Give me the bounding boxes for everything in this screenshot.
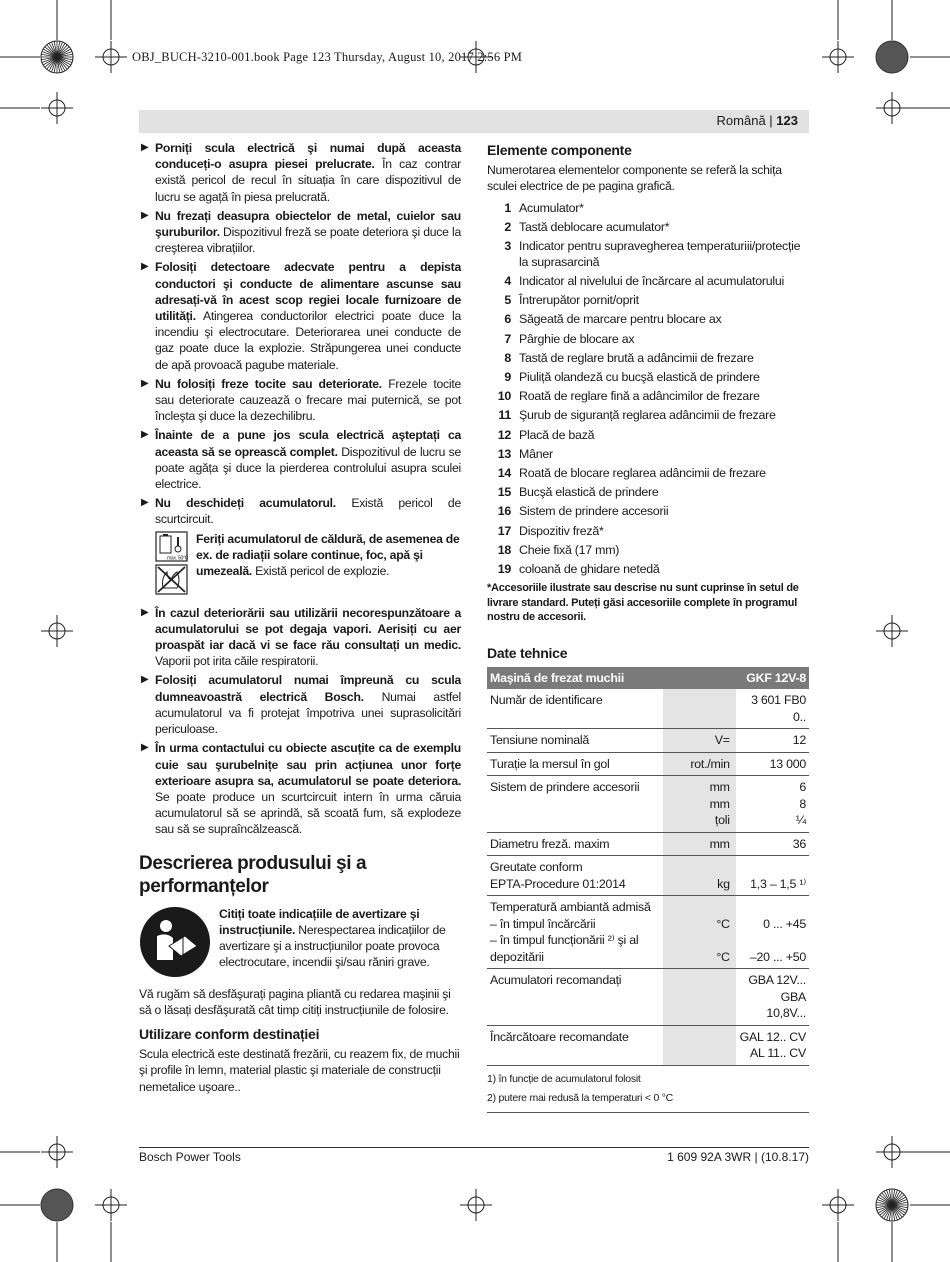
component-label: Tastă de reglare brută a adâncimii de frezare — [519, 350, 754, 365]
footnotes — [487, 1070, 809, 1108]
triangle-bullet-icon: ▶ — [141, 142, 149, 153]
warning-text: Atingerea conductorilor electrici poate duce la incendiu şi electrocutare. Deteriorarea unei conducte de gaz poate duce la explozie. Străpungerea unei conducte de apă provoacă pagube materiale. — [155, 309, 461, 372]
warning-bold: Înainte de a pune jos scula electrică aşteptați ca aceasta să se oprească complet. — [155, 428, 461, 459]
component-label: Acumulator* — [519, 200, 584, 215]
triangle-bullet-icon: ▶ — [141, 429, 149, 441]
component-item — [487, 238, 809, 270]
component-item — [487, 349, 809, 368]
component-label: Cheie fixă (17 mm) — [519, 542, 620, 557]
table-cell-unit: rot./min — [663, 752, 736, 776]
table-cell-value: 6 8 ¼ — [736, 776, 809, 833]
triangle-bullet-icon: ▶ — [141, 261, 149, 273]
table-cell-unit: mm mm țoli — [663, 776, 736, 833]
table-row — [487, 832, 809, 856]
accessories-note: *Accesoriile ilustrate sau descrise nu sunt cuprinse în setul de livrare standard. Puteți găsi accesoriile complete în programul nostru de accesorii. — [487, 582, 799, 624]
crosshair-mark-right-lower — [876, 1136, 950, 1168]
footer-rule — [139, 1147, 809, 1148]
table-cell-value: 0 ... +45 –20 ... +50 — [736, 896, 809, 969]
table-cell-name: Greutate conform EPTA-Procedure 01:2014 — [487, 856, 663, 896]
warning-item — [139, 208, 461, 257]
gray-disc-bottom-left — [41, 1189, 73, 1221]
warning-item: ▶ În urma contactului cu obiecte ascuțite ca de exemplu cuie sau şurubelnițe sau prin acțiunea unor forțe exterioare asupra sa, acumulatorul se poate deteriora. Se poate produce un scurtcircuit intern în urma căruia acumulatorul să se aprindă, să scoată fum, să explodeze sau să se supraîncălzească. — [141, 741, 461, 837]
warning-item — [139, 259, 461, 372]
warning-icons — [155, 531, 188, 595]
component-item — [487, 560, 809, 579]
table-row — [487, 1025, 809, 1065]
component-item — [487, 218, 809, 237]
warning-list-1 — [139, 140, 461, 528]
component-number: 17 — [497, 523, 511, 538]
table-row — [487, 689, 809, 729]
warning-item: ▶ Folosiți acumulatorul numai împreună cu scula dumneavoastră electrică Bosch. Numai astfel acumulatorul va fi protejat împotriva unei suprasolicitări periculoase. — [141, 673, 461, 737]
component-label: Săgeată de marcare pentru blocare ax — [519, 312, 722, 327]
table-cell-unit — [663, 1025, 736, 1065]
warning-item — [139, 427, 461, 492]
table-cell-unit: °C °C — [663, 896, 736, 969]
component-number: 10 — [497, 389, 511, 404]
component-item — [487, 330, 809, 349]
component-item — [487, 387, 809, 406]
table-cell-value: 12 — [736, 729, 809, 753]
star-target-top-left — [41, 41, 73, 73]
components-title: Elemente componente — [487, 142, 632, 158]
warning-bold: Nu deschideți acumulatorul. — [155, 496, 336, 511]
component-number: 9 — [504, 370, 511, 385]
table-cell-name: Tensiune nominală — [487, 729, 663, 753]
table-cell-value: GBA 12V... GBA 10,8V... — [736, 969, 809, 1026]
warning-bold: Nu folosiți freze tocite sau deteriorate. — [155, 376, 382, 391]
read-instructions-block — [139, 906, 461, 978]
technical-data-title: Date tehnice — [487, 644, 568, 661]
component-label: Sistem de prindere accesorii — [519, 504, 669, 519]
triangle-bullet-icon: ▶ — [141, 742, 149, 754]
svg-text:max. 50°C: max. 50°C — [167, 555, 188, 562]
footer-publisher: Bosch Power Tools — [139, 1150, 241, 1164]
warning-text: Frezele tocite sau deteriorate cauzează o frecare mai puternică, se pot încleşta şi duce la dezechilibru. — [155, 376, 461, 424]
component-label: Indicator al nivelului de încărcare al acumulatorului — [519, 274, 785, 289]
table-cell-value: GAL 12.. CV AL 11.. CV — [736, 1025, 809, 1065]
table-cell-value: 13 000 — [736, 752, 809, 776]
table-cell-name: Încărcătoare recomandate — [487, 1025, 663, 1065]
warning-item: ▶ În cazul deteriorării sau utilizării necorespunzătoare a acumulatorului se pot degaja vapori. Aerisiți cu aer proaspăt iar dacă vi se face rău consultați un medic. Vaporii pot irita căile respiratorii. — [141, 605, 461, 669]
crosshair-mark-top-right — [822, 0, 854, 73]
warning-bold: Folosiți detectoare adecvate pentru a depista conductori şi conducte de alimentare ascunse sau adresați-vă în acest scop regiei locale furnizoare de utilități. — [155, 260, 461, 324]
component-label: Placă de bază — [519, 427, 595, 442]
warning-bold: Porniți scula electrică şi numai după aceasta conduceți-o asupra piesei prelucrate. — [155, 141, 461, 172]
crosshair-mark-bottom-center — [460, 1189, 492, 1221]
star-target-bottom-right — [876, 1189, 908, 1221]
component-number: 6 — [504, 312, 511, 327]
footnote-1: 1) în funcție de acumulatorul folosit — [487, 1072, 641, 1085]
component-number: 16 — [497, 504, 511, 519]
left-column — [139, 140, 461, 1095]
component-number: 18 — [497, 542, 511, 557]
table-cell-unit: V= — [663, 729, 736, 753]
component-item — [487, 272, 809, 291]
component-label: coloană de ghidare netedă — [519, 562, 660, 577]
crosshair-mark-top-center — [460, 41, 492, 73]
crosshair-mark-left-lower — [0, 1136, 73, 1168]
table-row — [487, 752, 809, 776]
section-title: Descrierea produsului şi a performanțelor — [139, 852, 367, 897]
component-number: 4 — [504, 274, 511, 289]
component-label: Tastă deblocare acumulator* — [519, 219, 670, 234]
component-number: 8 — [504, 350, 511, 365]
table-cell-name: Sistem de prindere accesorii — [487, 776, 663, 833]
component-number: 2 — [504, 219, 511, 234]
component-number: 15 — [497, 485, 511, 500]
warning-text: În caz contrar există pericol de recul în situația în care dispozitivul de lucru se agață în piesa prelucrată. — [155, 157, 461, 204]
component-item — [487, 310, 809, 329]
fold-out-text: Vă rugăm să desfăşurați pagina pliantă cu redarea maşinii şi să o lăsați desfăşurată cât timp citiți instrucțiunile de folosire. — [139, 986, 451, 1017]
intended-use-text: Scula electrică este destinată frezării, cu reazem fix, de muchii şi profile în lemn, material plastic şi materiale de construcții nemetalice uşoare.. — [139, 1047, 460, 1094]
component-number: 3 — [504, 239, 511, 254]
battery-temperature-icon — [155, 531, 188, 562]
header-language: Română — [716, 113, 766, 128]
page-number: 123 — [776, 113, 798, 128]
component-label: Pârghie de blocare ax — [519, 331, 635, 346]
table-cell-unit: kg — [663, 856, 736, 896]
table-cell-name: Temperatură ambiantă admisă – în timpul încărcării – în timpul funcționării ²⁾ şi al depozitării — [487, 896, 663, 969]
warning-item — [139, 376, 461, 425]
crosshair-mark-top-left — [95, 0, 127, 73]
table-row — [487, 896, 809, 969]
component-number: 11 — [498, 408, 511, 423]
table-header-row — [487, 667, 809, 689]
component-number: 19 — [497, 562, 511, 577]
running-header: Română | 123 — [716, 113, 798, 128]
warning-bold: Nu frezați deasupra obiectelor de metal, cuielor sau şuruburilor. — [155, 208, 461, 240]
component-label: Piuliță olandeză cu bucşă elastică de prindere — [519, 370, 760, 385]
component-label: Roată de reglare fină a adâncimilor de frezare — [519, 389, 760, 404]
table-cell-name: Turație la mersul în gol — [487, 752, 663, 776]
table-cell-unit: mm — [663, 832, 736, 856]
table-header-model: GKF 12V-8 — [736, 667, 809, 689]
crosshair-mark-bottom-left — [95, 1189, 127, 1262]
component-number: 13 — [497, 446, 511, 461]
table-cell-unit — [663, 969, 736, 1026]
component-item — [487, 199, 809, 218]
component-item — [487, 483, 809, 502]
footer-doc-number: 1 609 92A 3WR | (10.8.17) — [667, 1150, 809, 1164]
heat-warning-block — [155, 531, 461, 595]
component-item — [487, 445, 809, 464]
read-instructions-text: Citiți toate indicațiile de avertizare şi instrucțiunile. Nerespectarea indicațiilor de avertizare şi a instrucțiunilor poate provoca electrocutare, incendii şi/sau răniri grave. — [219, 906, 446, 970]
crosshair-mark-bottom-right — [822, 1189, 854, 1262]
crosshair-mark-left-middle — [41, 615, 73, 647]
table-cell-value: 3 601 FB0 0.. — [736, 689, 809, 729]
print-slug-line: OBJ_BUCH-3210-001.book Page 123 Thursday, August 10, 2017 2:56 PM — [132, 50, 523, 64]
header-bar — [139, 110, 809, 133]
intended-use-title: Utilizare conform destinației — [139, 1025, 320, 1042]
heat-warning-text: Feriți acumulatorul de căldură, de asemenea de ex. de radiații solare continue, foc, apă şi umezeală. Există pericol de explozie. — [196, 531, 460, 579]
warning-item — [139, 140, 461, 205]
warning-item — [139, 495, 461, 527]
table-cell-value: 1,3 – 1,5 ¹⁾ — [736, 856, 809, 896]
footnote-2: 2) putere mai redusă la temperaturi < 0 °C — [487, 1091, 674, 1104]
no-fire-water-icon — [155, 564, 188, 595]
table-cell-name: Diametru freză. maxim — [487, 832, 663, 856]
component-number: 1 — [504, 200, 511, 215]
gray-disc-top-right — [876, 41, 908, 73]
table-header-machine: Maşină de frezat muchii — [487, 667, 736, 689]
component-label: Întrerupător pornit/oprit — [519, 293, 639, 308]
component-item — [487, 368, 809, 387]
component-item — [487, 502, 809, 521]
table-row — [487, 776, 809, 833]
triangle-bullet-icon: ▶ — [141, 497, 149, 509]
table-row — [487, 856, 809, 896]
component-number: 5 — [504, 293, 511, 308]
read-manual-icon — [139, 906, 211, 978]
triangle-bullet-icon: ▶ — [141, 209, 149, 221]
component-item — [487, 541, 809, 560]
crosshair-mark-left-upper — [0, 92, 73, 124]
component-label: Indicator pentru supravegherea temperaturiii/protecție la suprasarcină — [519, 239, 801, 270]
right-column — [487, 140, 809, 1113]
crosshair-mark-right-upper — [876, 92, 950, 124]
triangle-bullet-icon: ▶ — [141, 674, 149, 686]
table-cell-name: Număr de identificare — [487, 689, 663, 729]
component-item — [487, 291, 809, 310]
component-number: 7 — [504, 331, 511, 346]
warning-text: Dispozitivul freză se poate deteriora şi duce la creşterea vibrațiilor. — [155, 225, 461, 256]
component-label: Bucşă elastică de prindere — [519, 485, 659, 500]
table-cell-unit — [663, 689, 736, 729]
components-list — [487, 199, 809, 580]
technical-data-table — [487, 667, 809, 1066]
component-label: Roată de blocare reglarea adâncimii de frezare — [519, 466, 766, 481]
warning-text: Există pericol de scurtcircuit. — [155, 496, 461, 527]
crosshair-mark-right-middle — [876, 615, 908, 647]
component-item — [487, 464, 809, 483]
table-cell-value: 36 — [736, 832, 809, 856]
component-number: 14 — [497, 466, 511, 481]
table-row — [487, 729, 809, 753]
component-label: Şurub de siguranță reglarea adâncimii de frezare — [519, 408, 776, 423]
warning-text: Dispozitivul de lucru se poate agăța şi duce la pierderea controlului asupra sculei electrice. — [155, 444, 461, 492]
table-cell-name: Acumulatori recomandați — [487, 969, 663, 1026]
component-item — [487, 406, 809, 425]
component-number: 12 — [497, 427, 511, 442]
components-intro: Numerotarea elementelor componente se referă la schița sculei electrice de pe pagina grafică. — [487, 163, 782, 194]
footnote-rule — [487, 1112, 809, 1113]
table-row — [487, 969, 809, 1026]
warning-list-2 — [139, 605, 461, 838]
component-item — [487, 426, 809, 445]
component-label: Mâner — [519, 446, 553, 461]
component-item — [487, 522, 809, 541]
triangle-bullet-icon: ▶ — [141, 377, 149, 389]
triangle-bullet-icon: ▶ — [141, 606, 149, 618]
component-label: Dispozitiv freză* — [519, 523, 604, 538]
